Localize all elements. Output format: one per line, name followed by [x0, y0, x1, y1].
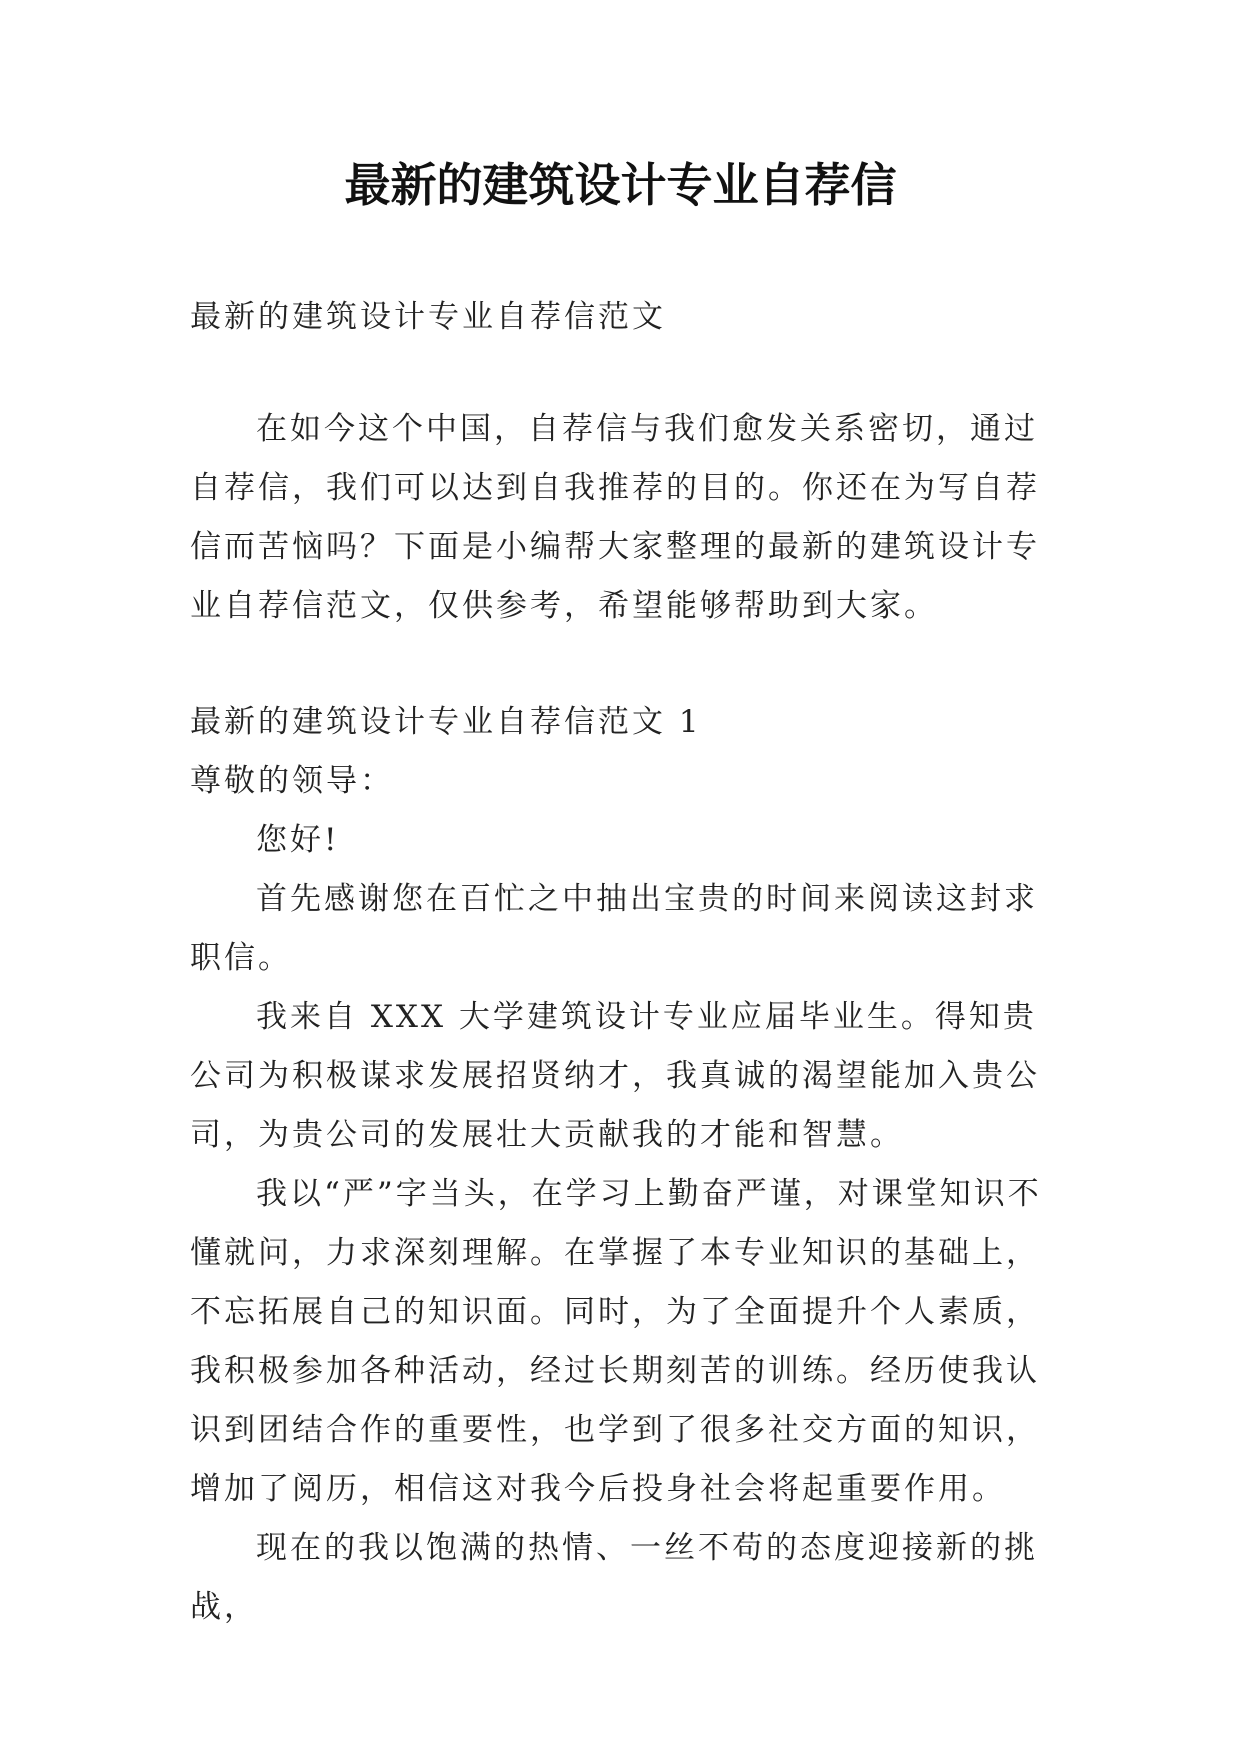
body-paragraph: 我来自 XXX 大学建筑设计专业应届毕业生。得知贵公司为积极谋求发展招贤纳才，我真诚的渴望能加入贵公司，为贵公司的发展壮大贡献我的才能和智慧。 [190, 999, 1040, 1153]
intro-paragraph: 在如今这个中国，自荐信与我们愈发关系密切，通过自荐信，我们可以达到自我推荐的目的。你还在为写自荐信而苦恼吗？下面是小编帮大家整理的最新的建筑设计专业自荐信范文，仅供参考，希望能够帮助到大家。 [190, 411, 1040, 624]
salutation: 尊敬的领导： [190, 763, 394, 799]
body-paragraph: 现在的我以饱满的热情、一丝不苟的态度迎接新的挑战， [190, 1530, 1038, 1625]
document-subtitle: 最新的建筑设计专业自荐信范文 [190, 299, 666, 335]
document-title: 最新的建筑设计专业自荐信 [344, 158, 897, 212]
body-paragraph: 首先感谢您在百忙之中抽出宝贵的时间来阅读这封求职信。 [190, 881, 1038, 976]
greeting: 您好! [256, 822, 340, 858]
body-paragraph: 我以“严”字当头，在学习上勤奋严谨，对课堂知识不懂就问，力求深刻理解。在掌握了本专业知识的基础上，不忘拓展自己的知识面。同时，为了全面提升个人素质，我积极参加各种活动，经过长期刻苦的训练。经历使我认识到团结合作的重要性，也学到了很多社交方面的知识，增加了阅历，相信这对我今后投身社会将起重要作用。 [190, 1176, 1042, 1507]
section-heading: 最新的建筑设计专业自荐信范文 1 [190, 704, 702, 740]
